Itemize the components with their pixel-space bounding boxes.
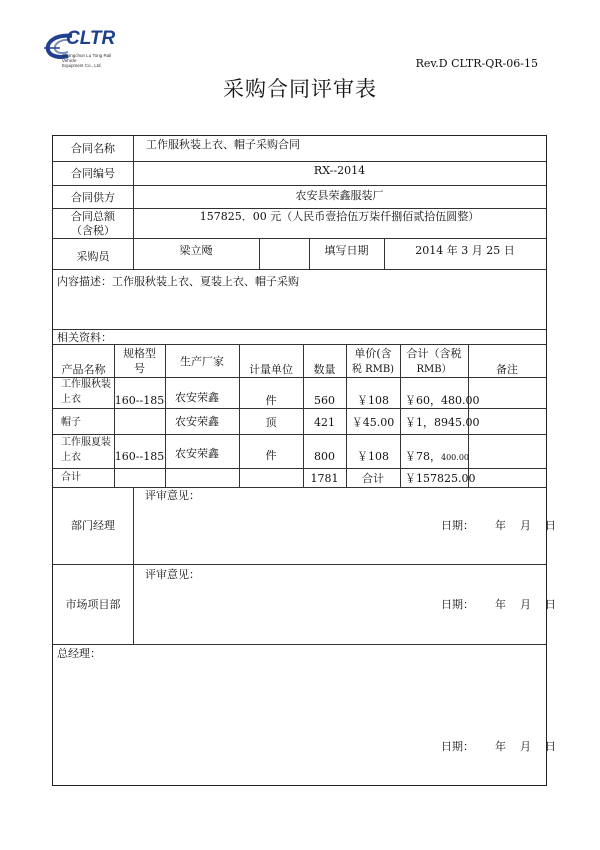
row2-unit: 顶 <box>265 416 277 429</box>
col-spec-2: 号 <box>134 362 145 375</box>
gm-date-line: 日期： 年 月 日 <box>441 740 556 753</box>
col-product: 产品名称 <box>61 363 106 376</box>
row1-qty: 560 <box>314 394 335 407</box>
amount-value: 157825．00 元（人民币壹拾伍万柒仟捌佰贰拾伍圆整） <box>199 210 480 223</box>
col-total-2: RMB） <box>416 364 452 375</box>
sum-price-label: 合计 <box>362 472 384 485</box>
buyer-value: 梁立飏 <box>179 244 213 257</box>
row1-product: 工作服秋装 <box>61 379 111 390</box>
row1-price: ￥108 <box>357 394 389 407</box>
contract-number-value: RX--2014 <box>313 164 366 177</box>
materials-label: 相关资料： <box>57 331 112 344</box>
row2-total: ￥1，8945.00 <box>405 416 480 429</box>
row3-spec: 160--185 <box>114 450 165 463</box>
dept-opinion-label: 评审意见： <box>145 489 200 502</box>
supplier-label: 合同供方 <box>71 191 115 204</box>
logo-subtitle: Changchun Lu Tong Rail Vehicle Equipment Co., Ltd. <box>62 53 112 68</box>
contract-name-value: 工作服秋装上衣、帽子采购合同 <box>146 138 300 151</box>
gm-label: 总经理： <box>57 647 101 660</box>
row3-product: 工作服夏装 <box>61 437 111 448</box>
contract-number-label: 合同编号 <box>71 167 115 180</box>
row2-maker: 农安荣鑫 <box>175 415 219 428</box>
col-price-2: 税 RMB) <box>351 364 395 375</box>
row2-price: ￥45.00 <box>351 416 395 429</box>
page-title: 采购合同评审表 <box>223 77 377 101</box>
row3-unit: 件 <box>265 449 277 462</box>
supplier-value: 农安县荣鑫服装厂 <box>295 189 384 202</box>
market-date-line: 日期： 年 月 日 <box>441 598 556 611</box>
market-dept-label: 市场项目部 <box>65 598 121 611</box>
amount-label: 合同总额 <box>71 210 115 223</box>
content-description: 内容描述：工作服秋装上衣、夏装上衣、帽子采购 <box>57 275 299 288</box>
date-label: 填写日期 <box>324 244 369 257</box>
buyer-label: 采购员 <box>76 250 110 263</box>
row3-qty: 800 <box>314 450 335 463</box>
revision-code: Rev.D CLTR-QR-06-15 <box>415 57 538 70</box>
amount-label-tax: （含税） <box>71 224 115 237</box>
sum-total: ￥157825.00 <box>405 472 476 485</box>
col-remark: 备注 <box>496 363 518 376</box>
contract-name-label: 合同名称 <box>71 142 115 155</box>
row1-total: ￥60，480.00 <box>405 394 480 407</box>
col-spec: 规格型 <box>123 347 156 360</box>
col-price: 单价(含 <box>354 347 392 360</box>
row3-maker: 农安荣鑫 <box>175 447 219 460</box>
col-maker: 生产厂家 <box>180 355 224 368</box>
row3-total: ￥78，400.00 <box>405 450 469 463</box>
review-form <box>52 135 556 786</box>
row2-qty: 421 <box>314 416 335 429</box>
row3-price: ￥108 <box>357 450 389 463</box>
col-total: 合计（含税 <box>406 347 462 360</box>
row1-unit: 件 <box>265 394 277 407</box>
row1-maker: 农安荣鑫 <box>175 391 219 404</box>
date-value: 2014 年 3 月 25 日 <box>415 244 515 257</box>
dept-date-line: 日期： 年 月 日 <box>441 519 556 532</box>
row3-product-2: 上衣 <box>61 452 81 463</box>
market-opinion-label: 评审意见： <box>145 568 200 581</box>
col-unit: 计量单位 <box>249 363 293 376</box>
row1-spec: 160--185 <box>114 394 165 407</box>
col-qty: 数量 <box>313 363 336 376</box>
logo-text: CLTR <box>66 28 116 49</box>
sum-label: 合计 <box>61 472 81 483</box>
row1-product-2: 上衣 <box>61 394 81 405</box>
row2-product: 帽子 <box>61 417 81 428</box>
dept-manager-label: 部门经理 <box>71 519 115 532</box>
sum-qty: 1781 <box>310 472 339 485</box>
